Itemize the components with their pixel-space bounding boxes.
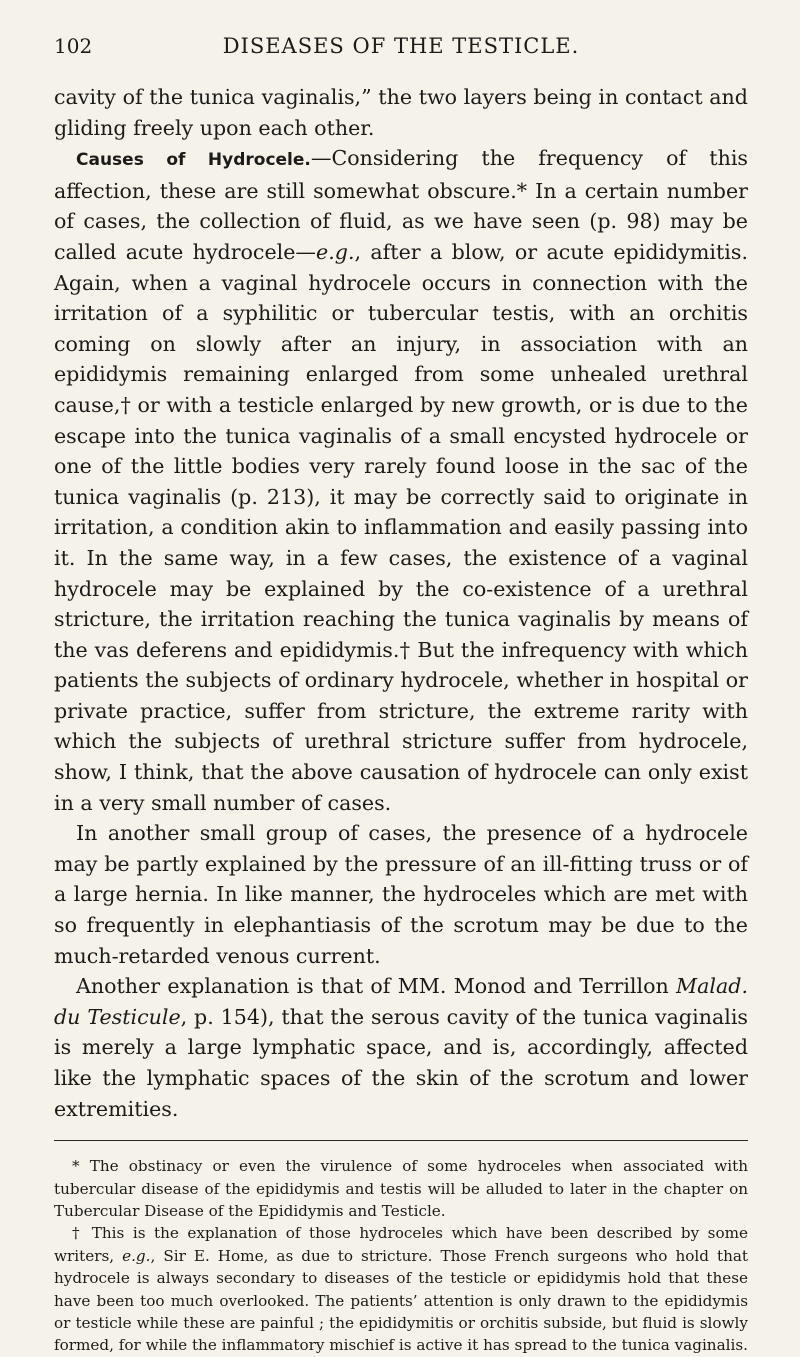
eg-italic: e.g. [316, 239, 355, 264]
paragraph-monod-start: Another explanation is that of MM. Monod and Terrillon [76, 974, 677, 999]
paragraph-truss: In another small group of cases, the presence of a hydrocele may be partly explained by the pressure of an ill-fitting truss or of a large hernia. In like manner, the hydroceles which are met with so frequently in elephantiasis of the scrotum may be due to the much-retarded venous current. [54, 821, 748, 968]
paragraph-monod-rest: , p. 154), that the serous cavity of the tunica vaginalis is merely a large lymphatic space, and is, accordingly, affected like the lymphatic spaces of the skin of the scrotum and lower extremities. [54, 1004, 748, 1121]
running-title: DISEASES OF THE TESTICLE. [222, 34, 580, 58]
footnote-dagger [54, 1222, 748, 1356]
running-head [54, 34, 748, 58]
paragraph-causes-text: —Considering the frequency of this affection, these are still somewhat obscure.* In a certain number of cases, the collection of fluid, as we have seen (p. 98) may be called acute hydrocele— [54, 146, 748, 264]
footnotes [54, 1155, 748, 1357]
paragraph-causes-rest: , after a blow, or acute epididymitis. Again, when a vaginal hydrocele occurs in connection with the irritation of a syphilitic or tubercular testis, with an orchitis coming on slowly after an injury, in association with an epididymis remaining enlarged from some unhealed urethral cause,† or with a testicle enlarged by new growth, or is due to the escape into the tunica vaginalis of a small encysted hydrocele or one of the little bodies very rarely found loose in the sac of the tunica vaginalis (p. 213), it may be correctly said to originate in irritation, a condition akin to inflammation and easily passing into it. In the same way, in a few cases, the existence of a vaginal hydrocele may be explained by the co-existence of a urethral stricture, the irritation reaching the tunica vaginalis by means of the vas deferens and epididymis.† But the infrequency with which patients the subjects of ordinary hydrocele, whether in hospital or private practice, suffer from stricture, the extreme rarity with which the subjects of urethral stricture suffer from hydrocele, show, I think, that the above causation of hydrocele can only exist in a very small number of cases. [54, 239, 748, 815]
paragraph-continuation: cavity of the tunica vaginalis,” the two layers being in contact and gliding freely upon each other. [54, 85, 748, 140]
section-heading: Causes of Hydrocele. [76, 150, 311, 171]
footnote-divider [54, 1140, 748, 1141]
paragraph-causes [54, 143, 748, 818]
footnote-dagger-start: † This is the explanation of those hydroceles which have been described by some writers, [54, 1224, 748, 1265]
main-text [54, 82, 748, 1124]
reference-italic: Malad. du Testicule [54, 974, 748, 1029]
footnote-dagger-rest: , Sir E. Home, as due to stricture. Those French surgeons who hold that hydrocele is always secondary to diseases of the testicle or epididymis hold that these have been too much overlooked. The patients’ attention is only drawn to the epididymis or testicle while these are painful ; the epididymitis or orchitis subside, but fluid is slowly formed, for while the inflammatory mischief is active it has spread to the tunica vaginalis. [54, 1246, 749, 1355]
page-number: 102 [54, 34, 93, 58]
paragraph-monod [54, 971, 748, 1124]
footnote-asterisk: * The obstinacy or even the virulence of some hydroceles when associated with tubercular disease of the epididymis and testis will be alluded to later in the chapter on Tubercular Disease of the Epididymis and Testicle. [54, 1157, 748, 1220]
footnote-eg-italic: e.g. [122, 1246, 151, 1265]
